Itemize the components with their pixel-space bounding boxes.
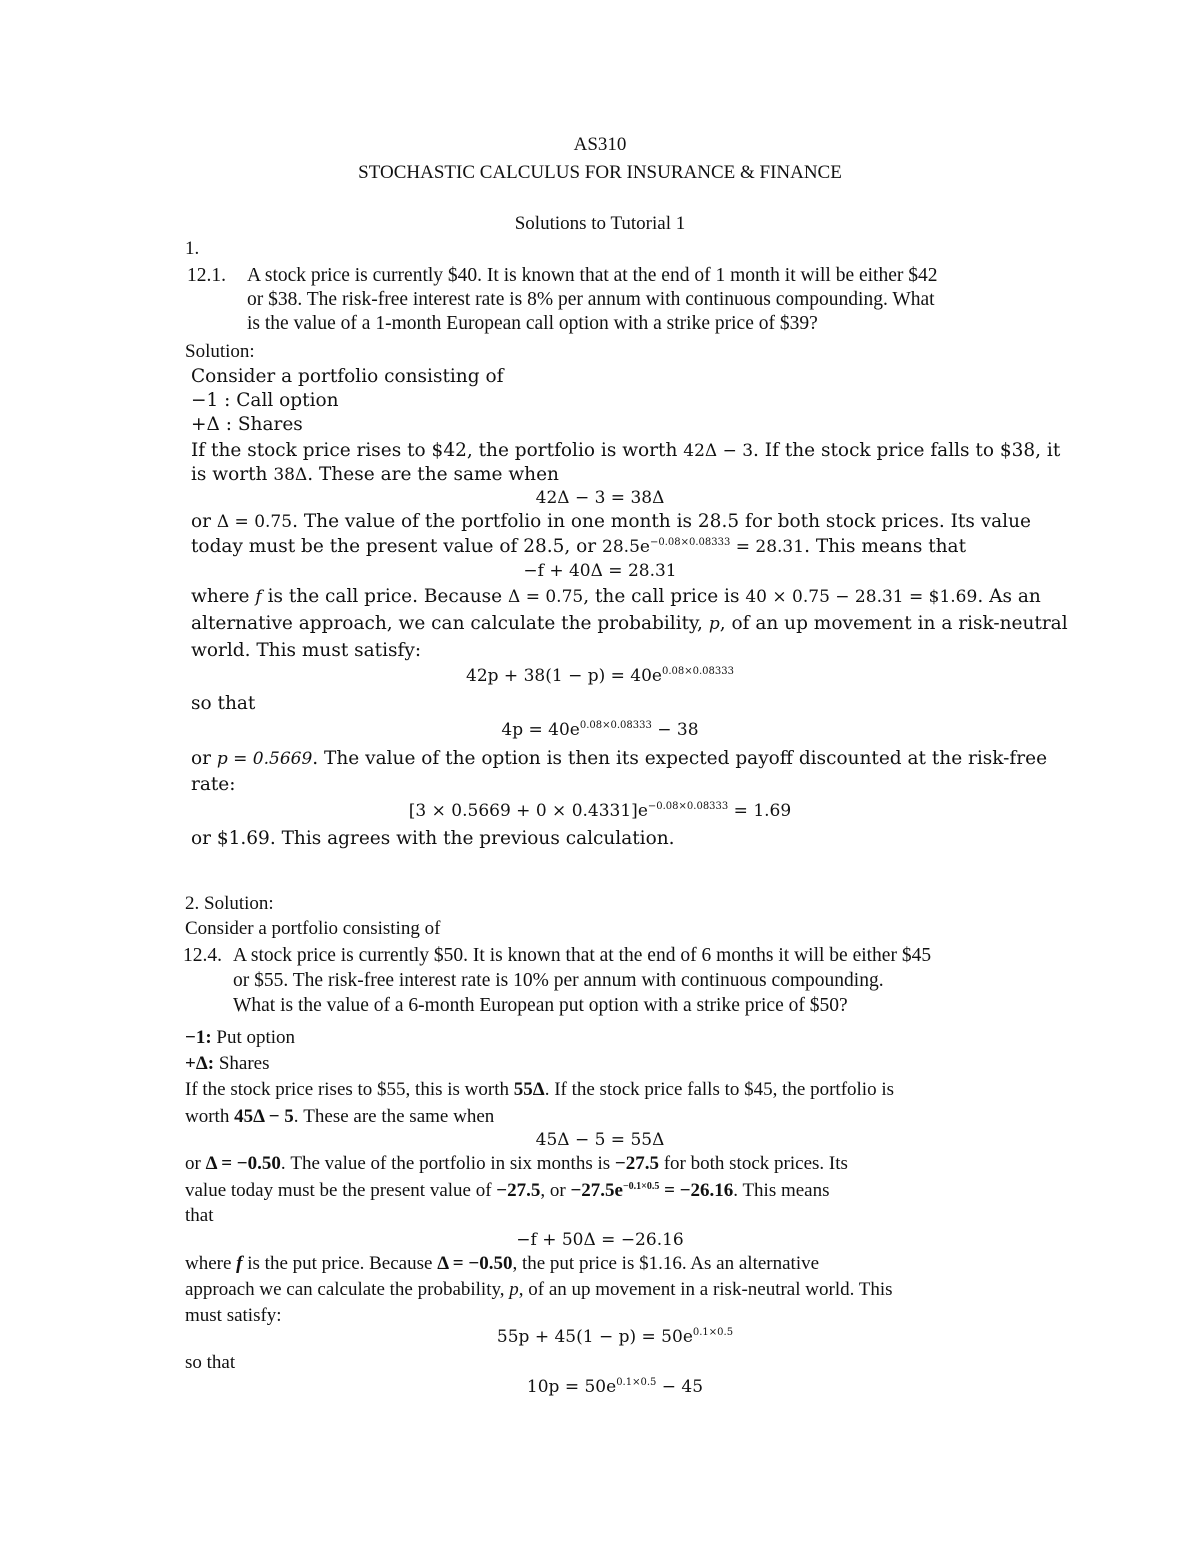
text-a2: . If the stock price falls to $45, the portfolio is: [544, 1079, 894, 1100]
expr-c1: Δ = 0.75: [216, 512, 293, 532]
text-d2: , or: [540, 1180, 566, 1201]
q1-paragraph-e: [191, 586, 1041, 608]
q1-shares: +Δ : Shares: [191, 414, 303, 435]
q2-problem-number: 12.4.: [183, 945, 222, 966]
expr-d-rhs: = 28.31: [730, 537, 805, 557]
expr-a1: 42Δ − 3: [683, 441, 754, 461]
text-e1: where: [185, 1253, 232, 1274]
q1-paragraph-a: [191, 440, 1060, 462]
eq3-lhs: 42p + 38(1 − p) = 40e: [466, 666, 662, 686]
expr-d-base: −27.5e: [570, 1180, 623, 1201]
expr-c1: Δ = −0.50: [205, 1153, 281, 1174]
eq4-exponent: 0.08×0.08333: [579, 720, 652, 731]
expr-b1: 45Δ − 5: [234, 1106, 294, 1127]
expr-e-delta: Δ = −0.50: [437, 1253, 513, 1274]
eq4-rhs: − 45: [656, 1377, 704, 1397]
eq5-lhs: [3 × 0.5669 + 0 × 0.4331]e: [408, 801, 648, 821]
text-b2: . These are the same when: [307, 464, 559, 485]
q2-problem-line2: or $55. The risk-free interest rate is 10% per annum with continuous compounding.: [233, 970, 884, 991]
share-label: Shares: [218, 1053, 270, 1074]
expr-e-f: f: [236, 1253, 243, 1274]
q1-problem-line3: is the value of a 1-month European call option with a strike price of $39?: [247, 313, 818, 334]
text-a2: . If the stock price falls to $38, it: [753, 440, 1061, 461]
text-a1: If the stock price rises to $42, the portfolio is worth: [191, 440, 678, 461]
expr-e-f: f: [255, 587, 262, 607]
q2-portfolio-intro: Consider a portfolio consisting of: [185, 918, 441, 939]
q1-so-that: so that: [191, 693, 256, 714]
q2-paragraph-f: [185, 1279, 893, 1302]
expr-c2: −27.5: [614, 1153, 659, 1174]
text-f1: alternative approach, we can calculate the probability,: [191, 613, 703, 634]
text-e2: is the call price. Because: [267, 586, 503, 607]
eq4-lhs: 4p = 40e: [501, 720, 580, 740]
course-code: AS310: [573, 134, 627, 155]
text-e3: , the put price is $1.16. As an alternative: [512, 1253, 820, 1274]
expr-d-exponent: −0.08×0.08333: [649, 537, 731, 548]
put-symbol: −1:: [185, 1027, 212, 1048]
text-e4: . As an: [977, 586, 1041, 607]
text-e1: where: [191, 586, 250, 607]
text-c1: or: [185, 1153, 201, 1174]
q1-paragraph-f: [191, 613, 1068, 635]
expr-e-delta: Δ = 0.75: [508, 587, 584, 607]
page-subtitle: Solutions to Tutorial 1: [514, 213, 686, 234]
expr-f-p: p: [708, 614, 720, 634]
text-d2: . This means that: [804, 536, 967, 557]
q2-so-that: so that: [185, 1352, 236, 1373]
text-h1: or: [191, 748, 211, 769]
q1-paragraph-b: [191, 464, 559, 486]
text-h2: . The value of the option is then its expected payoff discounted at the risk-free: [312, 748, 1048, 769]
eq4-rhs: − 38: [651, 720, 699, 740]
q1-paragraph-c: [191, 511, 1031, 533]
expr-d-base: 28.5e: [602, 537, 650, 557]
eq4-lhs: 10p = 50e: [526, 1377, 617, 1397]
expr-d-exponent: −0.1×0.5: [622, 1181, 660, 1192]
text-d1: value today must be the present value of: [185, 1180, 492, 1201]
eq3-exponent: 0.08×0.08333: [661, 666, 734, 677]
q2-paragraph-e: [185, 1253, 819, 1276]
text-d1: today must be the present value of 28.5, or: [191, 536, 597, 557]
q1-problem-number: 12.1.: [187, 265, 226, 286]
q1-portfolio-intro: Consider a portfolio consisting of: [191, 366, 504, 387]
expr-h-p: p = 0.5669: [216, 749, 313, 769]
q2-heading: 2. Solution:: [185, 893, 274, 914]
text-f2: , of an up movement in a risk-neutral world. This: [518, 1279, 893, 1300]
q1-solution-label: Solution:: [185, 341, 255, 362]
text-d3: . This means: [733, 1180, 830, 1201]
q1-paragraph-d: [191, 536, 966, 558]
expr-f-p: p: [509, 1279, 519, 1300]
q1-equation-1: 42Δ − 3 = 38Δ: [535, 488, 665, 508]
text-f2: , of an up movement in a risk-neutral: [719, 613, 1068, 634]
q1-problem-line2: or $38. The risk-free interest rate is 8% per annum with continuous compounding. What: [247, 289, 935, 310]
text-b2: . These are the same when: [293, 1106, 495, 1127]
text-e3: , the call price is: [583, 586, 740, 607]
text-c1: or: [191, 511, 211, 532]
text-c2: . The value of the portfolio in six months is: [280, 1153, 611, 1174]
text-e2: is the put price. Because: [247, 1253, 433, 1274]
expr-b1: 38Δ: [273, 465, 308, 485]
q1-number: 1.: [185, 238, 200, 259]
eq5-exponent: −0.08×0.08333: [647, 801, 729, 812]
q2-equation-2: −f + 50Δ = −26.16: [516, 1230, 684, 1250]
q2-put-option: [185, 1027, 295, 1050]
q1-rate-label: rate:: [191, 774, 236, 795]
q1-equation-3: [0, 666, 1200, 686]
eq3-lhs: 55p + 45(1 − p) = 50e: [496, 1327, 693, 1347]
q1-paragraph-h: [191, 748, 1047, 770]
q2-problem-line3: What is the value of a 6-month European put option with a strike price of $50?: [233, 995, 848, 1016]
expr-e-calc: 40 × 0.75 − 28.31 = $1.69: [745, 587, 978, 607]
q2-equation-4: [0, 1377, 1200, 1397]
eq3-exponent: 0.1×0.5: [692, 1327, 734, 1338]
q2-equation-1: 45Δ − 5 = 55Δ: [535, 1130, 665, 1150]
text-b1: is worth: [191, 464, 268, 485]
eq5-rhs: = 1.69: [728, 801, 792, 821]
q2-paragraph-b: [185, 1106, 494, 1129]
text-c3: for both stock prices. Its: [663, 1153, 848, 1174]
q1-equation-4: [0, 720, 1200, 740]
expr-a1: 55Δ: [513, 1079, 545, 1100]
q1-problem-line1: A stock price is currently $40. It is known that at the end of 1 month it will be either $42: [247, 265, 938, 286]
q2-equation-3: [0, 1327, 1200, 1347]
q1-equation-5: [0, 801, 1200, 821]
q1-call-option: −1 : Call option: [191, 390, 339, 411]
q1-conclusion: or $1.69. This agrees with the previous calculation.: [191, 828, 675, 849]
text-a1: If the stock price rises to $55, this is worth: [185, 1079, 510, 1100]
q2-must-satisfy: must satisfy:: [185, 1305, 282, 1326]
expr-d-rhs: = −26.16: [659, 1180, 734, 1201]
share-symbol: +Δ:: [185, 1053, 215, 1074]
q2-shares: [185, 1053, 269, 1076]
eq4-exponent: 0.1×0.5: [616, 1377, 657, 1388]
q2-problem-line1: A stock price is currently $50. It is known that at the end of 6 months it will be either $45: [233, 945, 932, 966]
q2-that: that: [185, 1205, 214, 1226]
q2-paragraph-d: [185, 1180, 830, 1203]
q1-equation-2: −f + 40Δ = 28.31: [523, 561, 677, 581]
q2-paragraph-a: [185, 1079, 894, 1102]
q1-paragraph-g: world. This must satisfy:: [191, 640, 422, 661]
expr-d1: −27.5: [496, 1180, 541, 1201]
text-b1: worth: [185, 1106, 230, 1127]
put-label: Put option: [216, 1027, 296, 1048]
q2-paragraph-c: [185, 1153, 848, 1176]
course-title: STOCHASTIC CALCULUS FOR INSURANCE & FINANCE: [358, 162, 842, 183]
text-f1: approach we can calculate the probability,: [185, 1279, 505, 1300]
text-c2: . The value of the portfolio in one month is 28.5 for both stock prices. Its value: [292, 511, 1031, 532]
